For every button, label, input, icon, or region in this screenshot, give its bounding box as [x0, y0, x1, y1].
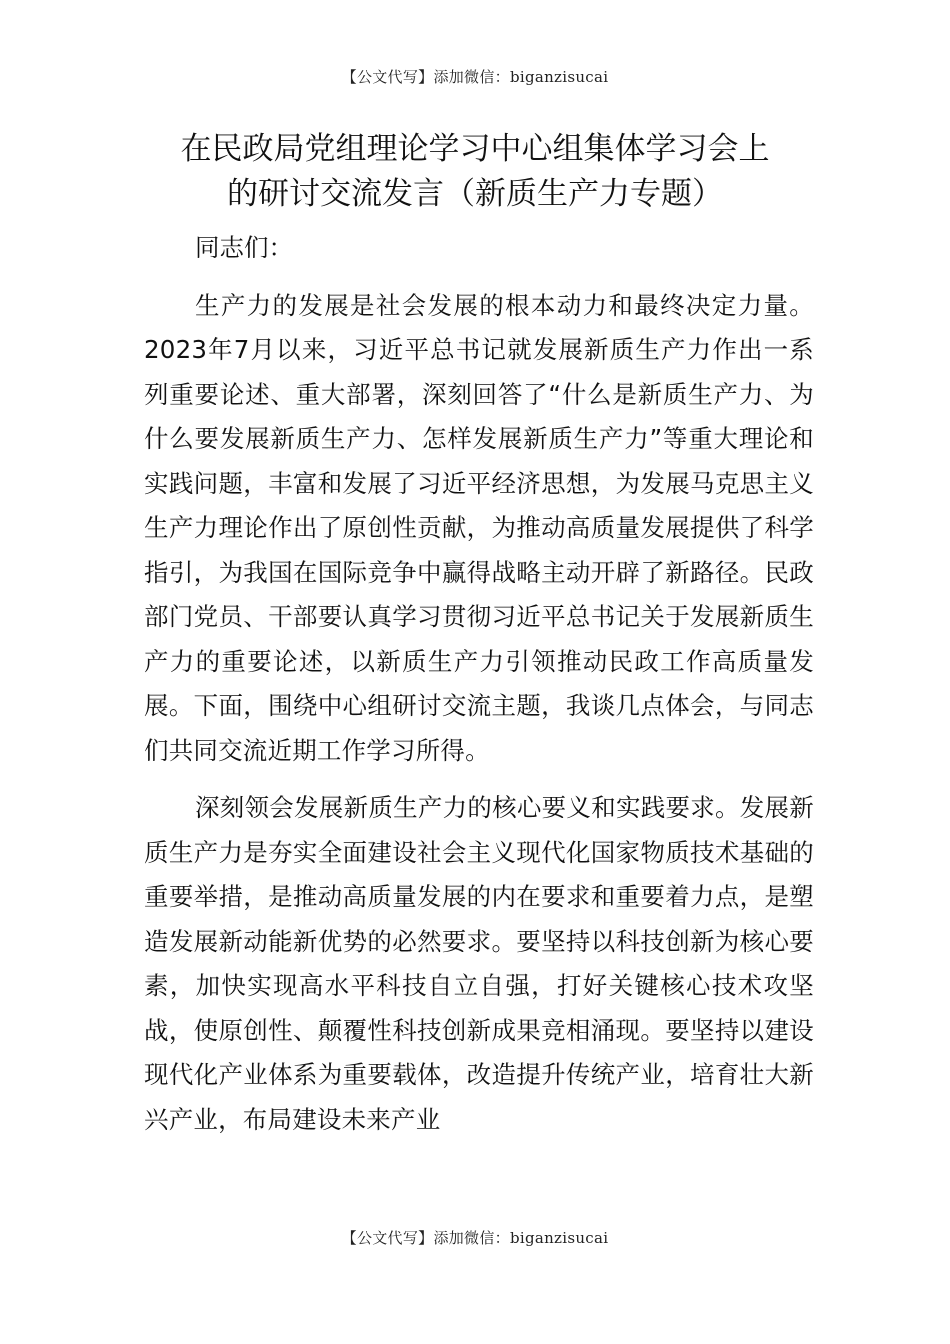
title-line-2: 的研讨交流发言（新质生产力专题） — [227, 176, 723, 212]
document-body — [144, 226, 814, 1155]
footer-watermark-note: 【公文代写】添加微信：biganzisucai — [341, 1229, 609, 1247]
header-watermark-note: 【公文代写】添加微信：biganzisucai — [341, 68, 609, 86]
title-line-1: 在民政局党组理论学习中心组集体学习会上 — [180, 131, 770, 167]
paragraph-intro: 生产力的发展是社会发展的根本动力和最终决定力量。2023年7月以来，习近平总书记就发展新质生产力作出一系列重要论述、重大部署，深刻回答了“什么是新质生产力、为什么要发展新质生产力、怎样发展新质生产力”等重大理论和实践问题，丰富和发展了习近平经济思想，为发展马克思主义生产力理论作出了原创性贡献，为推动高质量发展提供了科学指引，为我国在国际竞争中赢得战略主动开辟了新路径。民政部门党员、干部要认真学习贯彻习近平总书记关于发展新质生产力的重要论述，以新质生产力引领推动民政工作高质量发展。下面，围绕中心组研讨交流主题，我谈几点体会，与同志们共同交流近期工作学习所得。 — [144, 290, 814, 765]
document-title — [140, 127, 810, 217]
paragraph-core-requirements: 深刻领会发展新质生产力的核心要义和实践要求。发展新质生产力是夯实全面建设社会主义现代化国家物质技术基础的重要举措，是推动高质量发展的内在要求和重要着力点，是塑造发展新动能新优势的必然要求。要坚持以科技创新为核心要素，加快实现高水平科技自立自强，打好关键核心技术攻坚战，使原创性、颠覆性科技创新成果竞相涌现。要坚持以建设现代化产业体系为重要载体，改造提升传统产业，培育壮大新兴产业，布局建设未来产业 — [144, 793, 814, 1134]
salutation: 同志们： — [195, 233, 293, 262]
